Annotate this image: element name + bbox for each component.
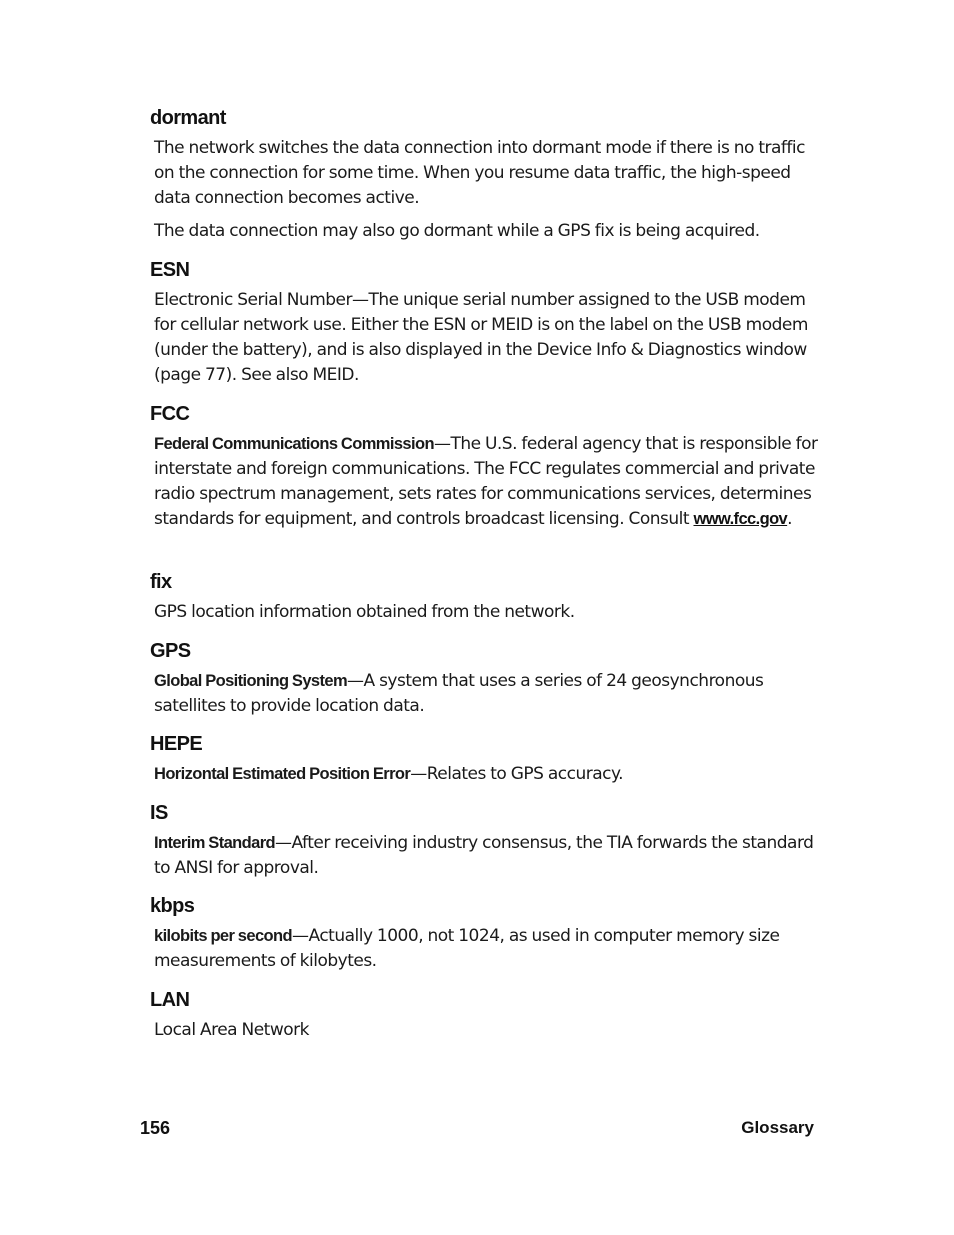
fcc-website-link[interactable]: www.fcc.gov [693,510,788,528]
term-expansion: kilobits per second [154,927,292,945]
entry-dormant [150,106,820,244]
term-heading: FCC [150,403,190,425]
definition-text: The data connection may also go dormant while a GPS fix is being acquired. [154,221,760,241]
entry-gps [150,639,820,719]
entry-esn [150,258,820,388]
entry-fcc [150,402,820,532]
definition-body: —After receiving industry consensus, the TIA forwards the standard to ANSI for approval. [154,833,814,878]
term-heading: ESN [150,259,190,281]
entry-kbps [150,894,820,974]
definition-text [154,669,820,719]
definition-tail: . [787,509,793,529]
entry-is [150,801,820,881]
term-expansion: Federal Communications Commission [154,435,434,453]
term-heading: kbps [150,895,195,917]
definition-text: GPS location information obtained from the network. [154,602,575,622]
definition-text: Local Area Network [154,1020,309,1040]
term-heading: dormant [150,107,226,129]
entry-fix [150,570,820,625]
definition-body: —A system that uses a series of 24 geosynchronous satellites to provide location data. [154,671,764,716]
term-expansion: Interim Standard [154,834,276,852]
term-heading: GPS [150,640,191,662]
term-heading: LAN [150,989,190,1011]
page-number: 156 [140,1118,171,1138]
term-heading: HEPE [150,733,203,755]
term-heading: fix [150,571,172,593]
entry-hepe [150,732,820,787]
term-heading: IS [150,802,168,824]
entry-lan [150,988,820,1043]
term-expansion: Global Positioning System [154,672,348,690]
definition-text [154,924,820,974]
section-title: Glossary [741,1118,814,1137]
term-expansion: Horizontal Estimated Position Error [154,765,411,783]
definition-body: —The U.S. federal agency that is responsible for interstate and foreign communications. The FCC regulates commercial and private radio spectrum management, sets rates for communications services, determines standards for equipment, and controls broadcast licensing. Consult [154,434,818,529]
definition-text [154,432,820,532]
definition-text: Electronic Serial Number—The unique serial number assigned to the USB modem for cellular network use. Either the ESN or MEID is on the label on the USB modem (under the battery), and is also displayed in the Device Info & Diagnostics window (page 77). See also MEID. [154,290,808,385]
definition-text [154,762,820,787]
definition-body: —Relates to GPS accuracy. [410,764,624,784]
definition-text [154,831,820,881]
definition-text: The network switches the data connection into dormant mode if there is no traffic on the connection for some time. When you resume data traffic, the high-speed data connection becomes active. [154,138,805,208]
definition-body: —Actually 1000, not 1024, as used in computer memory size measurements of kilobytes. [154,926,780,971]
